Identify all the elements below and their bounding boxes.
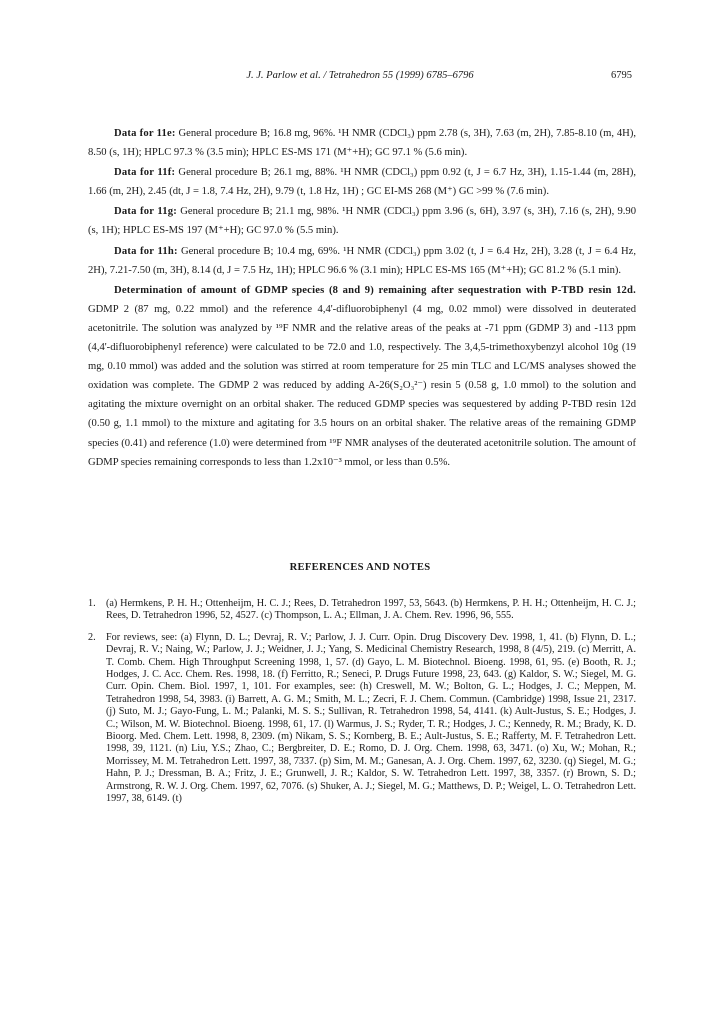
- data-paragraph-11f: [88, 163, 636, 201]
- reference-item: [88, 598, 636, 623]
- experimental-section: [88, 124, 636, 472]
- references-list: [88, 598, 636, 806]
- paragraph-text: GDMP 2 (87 mg, 0.22 mmol) and the reference 4,4'-difluorobiphenyl (4 mg, 0.02 mmol) were dissolved in deuterated acetonitrile. The solution was analyzed by ¹⁹F NMR and the relative areas of the peaks at -71 ppm (GDMP 3) and -113 ppm (4,4'-difluorobiphenyl reference) were calculated to be 72.0 and 1.0, respectively. The 3,4,5-trimethoxybenzyl alcohol 10g (19 mg, 0.10 mmol) was added and the solution was stirred at room temperature for 25 min TLC and LC/MS analyses showed the oxidation was complete. The GDMP 2 was reduced by adding A-26(S₂O₃²⁻) resin 5 (0.58 g, 1.0 mmol) to the solution and agitating the mixture overnight on an orbital shaker. The reduced GDMP species was sequestered by adding P-TBD resin 12d (0.50 g, 1.1 mmol) to the mixture and agitating for 3.5 hours on an orbital shaker. The relative areas of the remaining GDMP species (0.41) and reference (1.0) were determined from ¹⁹F NMR analyses of the deuterated acetonitrile solution. The amount of GDMP species remaining corresponds to less than 1.2x10⁻³ mmol, or less than 0.5%.: [88, 303, 636, 468]
- reference-text: For reviews, see: (a) Flynn, D. L.; Devraj, R. V.; Parlow, J. J. Curr. Opin. Drug Discovery Dev. 1998, 1, 41. (b) Flynn, D. L.; Devraj, R. V.; Naing, W.; Parlow, J. J.; Weidner, J. J.; Yang, S. Medicinal Chemistry Research, 1998, 8 (4/5), 219. (c) Merritt, A. T. Comb. Chem. High Throughput Screening 1998, 1, 57. (d) Gayo, L. M. Biotechnol. Bioeng. 1998, 61, 95. (e) Booth, R. J.; Hodges, J. C. Acc. Chem. Res. 1998, 18. (f) Ferritto, R.; Seneci, P. Drugs Future 1998, 23, 643. (g) Kaldor, S. W.; Siegel, M. G. Curr. Opin. Chem. Biol. 1997, 1, 101. For examples, see: (h) Creswell, M. W.; Bolton, G. L.; Hodges, J. C.; Meppen, M. Tetrahedron 1998, 54, 3983. (i) Barrett, A. G. M.; Smith, M. L.; Zecri, F. J. Chem. Commun. (Cambridge) 1998, Issue 21, 2317. (j) Suto, M. J.; Gayo-Fung, L. M.; Palanki, M. S. S.; Sullivan, R. Tetrahedron 1998, 54, 4141. (k) Ault-Justus, S. E.; Hodges, J. C.; Wilson, M. W. Biotechnol. Bioeng. 1998, 61, 17. (l) Warmus, J. S.; Ryder, T. R.; Hodges, J. C.; Kennedy, R. M.; Brady, K. D. Bioorg. Med. Chem. Lett. 1998, 8, 2309. (m) Nikam, S. S.; Kornberg, B. E.; Ault-Justus, S. E.; Rafferty, M. F. Tetrahedron Lett. 1998, 39, 1121. (n) Liu, Y.S.; Zhao, C.; Bergbreiter, D. E.; Romo, D. J. Org. Chem. 1998, 63, 3471. (o) Xu, W.; Mohan, R.; Morrissey, M. M. Tetrahedron Lett. 1997, 38, 7337. (p) Sim, M. M.; Ganesan, A. J. Org. Chem. 1997, 62, 3230. (q) Siegel, M. G.; Hahn, P. J.; Dressman, B. A.; Fritz, J. E.; Grunwell, J. R.; Kaldor, S. W. Tetrahedron Lett. 1997, 38, 3357. (r) Brown, S. D.; Armstrong, R. W. J. Org. Chem. 1997, 62, 7076. (s) Shuker, A. J.; Siegel, M. G.; Matthews, D. P.; Weigel, L. O. Tetrahedron Lett. 1997, 38, 6149. (t): [106, 631, 636, 805]
- paragraph-lead: Determination of amount of GDMP species (8 and 9) remaining after sequestration with P-TBD resin 12d.: [114, 284, 636, 296]
- paragraph-lead: Data for 11e:: [114, 128, 176, 139]
- running-head: J. J. Parlow et al. / Tetrahedron 55 (1999) 6785–6796: [246, 70, 474, 81]
- paragraph-text: General procedure B; 10.4 mg, 69%. ¹H NMR (CDCl₃) ppm 3.02 (t, J = 6.4 Hz, 2H), 3.28 (t, J = 6.4 Hz, 2H), 7.21-7.50 (m, 3H), 8.14 (d, J = 7.5 Hz, 1H); HPLC 96.6 % (3.1 min); HPLC ES-MS 165 (M⁺+H); GC 81.2 % (5.1 min).: [88, 245, 636, 276]
- paragraph-lead: Data for 11f:: [114, 167, 176, 179]
- reference-item: [88, 632, 636, 806]
- reference-text: (a) Hermkens, P. H. H.; Ottenheijm, H. C. J.; Rees, D. Tetrahedron 1997, 53, 5643. (b) Hermkens, P. H. H.; Ottenheijm, H. C. J.; Rees, D. Tetrahedron 1996, 52, 4527. (c) Thompson, L. A.; Ellman, J. A. Chem. Rev. 1996, 96, 555.: [106, 598, 636, 622]
- paragraph-lead: Data for 11g:: [114, 206, 178, 218]
- reference-number: 2.: [88, 631, 96, 643]
- data-paragraph-11g: [88, 202, 636, 240]
- page-header: [88, 70, 632, 86]
- data-paragraph-11h: [88, 242, 636, 280]
- paragraph-text: General procedure B; 26.1 mg, 88%. ¹H NMR (CDCl₃) ppm 0.92 (t, J = 6.7 Hz, 3H), 1.15-1.44 (m, 28H), 1.66 (m, 2H), 2.45 (dt, J = 1.8, 7.4 Hz, 2H), 9.79 (t, 1.8 Hz, 1H) ; GC EI-MS 268 (M⁺) GC >99 % (7.6 min).: [88, 167, 636, 198]
- paragraph-text: General procedure B; 21.1 mg, 98%. ¹H NMR (CDCl₃) ppm 3.96 (s, 6H), 3.97 (s, 3H), 7.16 (s, 2H), 9.90 (s, 1H); HPLC ES-MS 197 (M⁺+H); GC 97.0 % (5.5 min).: [88, 206, 637, 237]
- page-number: 6795: [611, 70, 632, 81]
- data-paragraph-11e: [88, 124, 636, 162]
- reference-number: 1.: [88, 598, 96, 609]
- gdmp-determination-paragraph: [88, 281, 636, 472]
- paragraph-lead: Data for 11h:: [114, 245, 178, 257]
- paragraph-text: General procedure B; 16.8 mg, 96%. ¹H NMR (CDCl₃) ppm 2.78 (s, 3H), 7.63 (m, 2H), 7.85-8.10 (m, 4H), 8.50 (s, 1H); HPLC 97.3 % (3.5 min); HPLC ES-MS 171 (M⁺+H); GC 97.1 % (5.6 min).: [88, 128, 636, 159]
- references-heading: REFERENCES AND NOTES: [289, 562, 431, 573]
